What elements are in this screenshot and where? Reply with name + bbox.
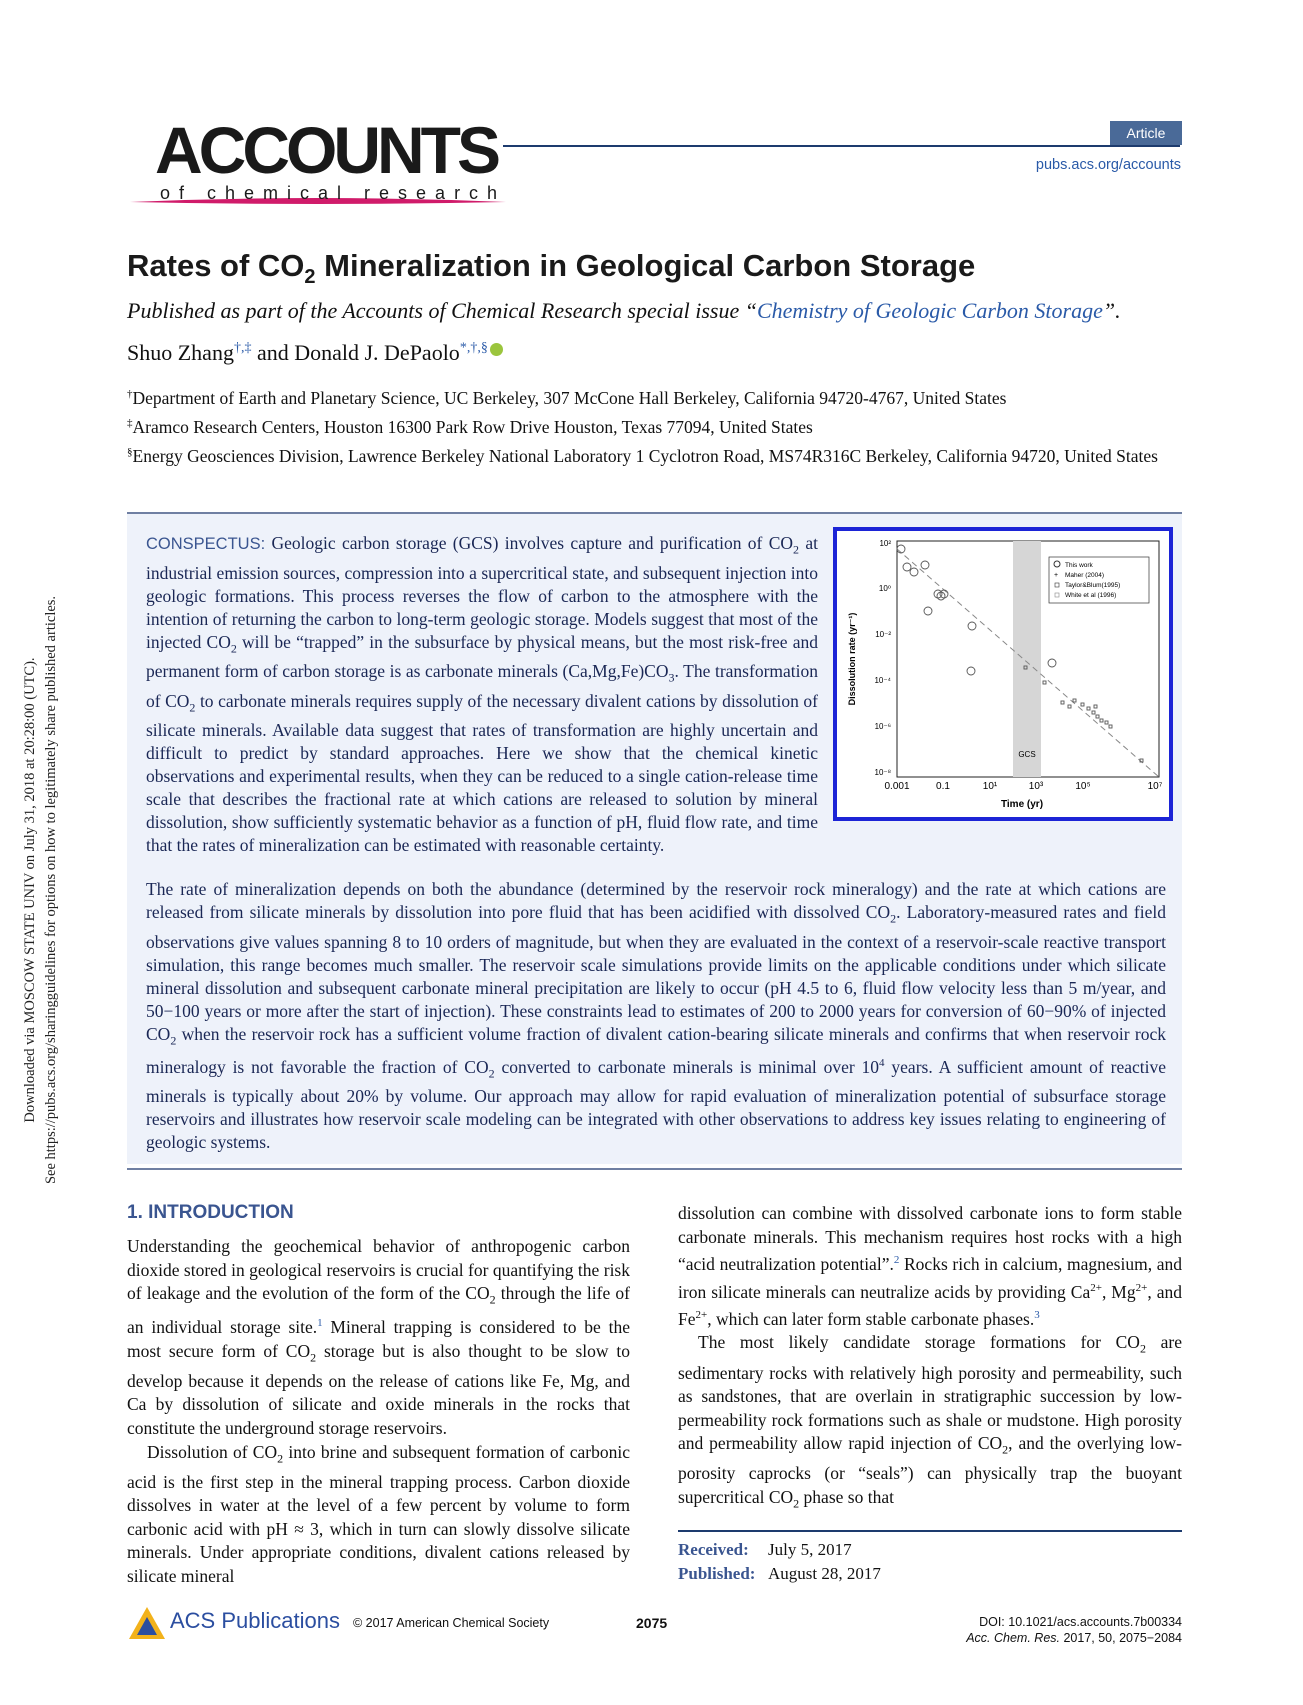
x-tick-label: 0.001 [884,781,910,792]
page-title: Rates of $CO_2$ Mineralization in Geological Carbon Storage [127,248,976,289]
legend-entry: White et al (1996) [1065,592,1117,599]
toc-graphic [833,527,1173,821]
legend-marker-plus-icon: + [1054,572,1059,579]
x-axis-label: Time (yr) [1000,799,1044,810]
gcs-label: GCS [1018,750,1036,759]
author-name[interactable]: and Donald J. DePaolo [251,340,460,365]
x-tick-label: 0.1 [936,781,950,792]
publisher-name[interactable]: ACS Publications [170,1608,340,1633]
y-tick-label: 10⁰ [878,584,891,593]
orcid-icon[interactable] [490,343,503,356]
y-tick-label: 10⁻⁴ [874,676,891,685]
published-date: Published: August 28, 2017 [678,1564,881,1583]
journal-url-link[interactable]: pubs.acs.org/accounts [1035,157,1181,173]
legend-entry: Taylor&Blum(1995) [1065,582,1121,589]
y-axis-label: Dissolution rate (yr⁻¹) [847,612,857,706]
body-column-left: Understanding the geochemical behavior of anthropogenic carbon dioxide stored in geological reservoirs is crucial for quantifying the risk of leakage and the evolution of the form of the $CO_2$ through the life of an individual storage site.$^1$ Mineral trapping is considered to be the most secure form of $CO_2$ storage but is also thought to be slow to develop because it depends on the release of cations like Fe, Mg, and Ca by dissolution of silicate and oxide minerals in the rocks that constitute the underground storage reservoirs. Dissolution of $CO_2$ into brine and subsequent formation of carbonic acid is the first step in the mineral trapping process. Carbon dioxide dissolves in water at the level of a few percent by volume to form carbonic acid with pH ≈ 3, which in turn can slowly dissolve silicate minerals. Under appropriate conditions, divalent cations released by silicate mineral [127,1236,630,1587]
affiliation: †Department of Earth and Planetary Science, UC Berkeley, 307 McCone Hall Berkeley, California 94720-4767, United States [127,387,1007,408]
affiliation: ‡Aramco Research Centers, Houston 16300 Park Row Drive Houston, Texas 77094, United States [127,416,813,437]
x-tick-label: 10³ [1028,781,1044,792]
affiliation: §Energy Geosciences Division, Lawrence Berkeley National Laboratory 1 Cyclotron Road, MS74R316C Berkeley, California 94720, United States [127,445,1158,466]
dissolution-rate-plot [837,531,1169,817]
acs-logo-icon [127,1605,167,1643]
y-tick-label: 10⁻⁶ [874,722,891,731]
abstract-label: CONSPECTUS: [146,535,266,553]
page-number: 2075 [636,1615,668,1631]
section-heading: 1. INTRODUCTION [127,1202,294,1223]
abstract-top-rule [127,512,1182,514]
gcs-shaded-band [1013,541,1041,777]
special-issue-link[interactable]: Chemistry of Geologic Carbon Storage [756,298,1103,323]
author-name[interactable]: Shuo Zhang [127,340,234,365]
x-tick-label: 10¹ [982,781,998,792]
abstract-text-part2: The rate of mineralization depends on both the abundance (determined by the reservoir rock mineralogy) and the rate at which cations are released from silicate minerals by dissolution into pore fluid that has been acidified with dissolved $CO_2$. Laboratory-measured rates and field observations give values spanning 8 to 10 orders of magnitude, but when they are evaluated in the context of a reservoir-scale reactive transport simulation, this range becomes much smaller. The reservoir scale simulations provide limits on the applicable conditions under which silicate mineral dissolution and subsequent carbonate mineral precipitation are likely to occur (pH 4.5 to 6, fluid flow velocity less than 5 m/year, and 50−100 years or more after the start of injection). These constraints lead to estimates of 200 to 2000 years for conversion of 60−90% of injected $CO_2$ when the reservoir rock has a sufficient volume fraction of divalent cation-bearing silicate minerals and confirms that when reservoir rock mineralogy is not favorable the fraction of $CO_2$ converted to carbonate minerals is minimal over $10^4$ years. A sufficient amount of reactive minerals is typically about 20% by volume. Our approach may allow for rapid evaluation of mineralization potential of subsurface storage reservoirs and illustrates how reservoir scale modeling can be integrated with other observations to address key issues relating to engineering of geologic systems. [146,879,1167,1153]
article-type-badge: Article [1110,121,1182,145]
author-list: Shuo Zhang†,‡ and Donald J. DePaolo*,†,§ [127,340,503,366]
download-notice-line1: Downloaded via MOSCOW STATE UNIV on July 31, 2018 at 20:28:00 (UTC). [22,657,38,1123]
y-tick-label: 10⁻² [875,630,891,639]
y-tick-label: 10² [879,539,891,548]
abstract-text-part1: CONSPECTUS: Geologic carbon storage (GCS) involves capture and purification of $CO_2$ at industrial emission sources, compression into a supercritical state, and subsequent injection into geologic formations. This process reverses the flow of carbon to the atmosphere with the intention of returning the carbon to long-term geologic storage. Models suggest that most of the injected $CO_2$ will be “trapped” in the subsurface by physical means, but the most risk-free and permanent form of carbon storage is as carbonate minerals $(Ca,Mg,Fe)CO_3$. The transformation of $CO_2$ to carbonate minerals requires supply of the necessary divalent cations by dissolution of silicate minerals. Available data suggest that rates of transformation are highly uncertain and difficult to predict by standard approaches. Here we show that the chemical kinetic observations and experimental results, when they can be reduced to a single cation-release time scale that describes the fractional rate at which cations are released to solution by mineral dissolution, show sufficiently systematic behavior as a function of pH, fluid flow rate, and time that the rates of mineralization can be estimated with reasonable certainty. [146,533,818,855]
body-column-right: dissolution can combine with dissolved carbonate ions to form stable carbonate minerals. This mechanism requires host rocks with a high “acid neutralization potential”.$^2$ Rocks rich in calcium, magnesium, and iron silicate minerals can neutralize acids by providing $Ca^{2+}$, $Mg^{2+}$, and $Fe^{2+}$, which can later form stable carbonate phases.$^3$ The most likely candidate storage formations for $CO_2$ are sedimentary rocks with relatively high porosity and permeability, such as sandstones, that are overlain in stratigraphic succession by low-permeability rock formations such as shale or mudstone. High porosity and permeability allow rapid injection of $CO_2$, and the overlying low-porosity caprocks (or “seals”) can physically trap the buoyant supercritical $CO_2$ phase so that [678,1203,1183,1511]
citation: Acc. Chem. Res. 2017, 50, 2075−2084 [966,1631,1182,1645]
received-date: Received: July 5, 2017 [678,1540,852,1559]
y-tick-label: 10⁻⁸ [874,768,891,777]
journal-logo-subtitle: of chemical research [160,183,507,203]
download-notice-line2: See https://pubs.acs.org/sharingguidelines for options on how to legitimately share published articles. [43,595,59,1185]
x-tick-label: 10⁷ [1147,781,1163,792]
download-notice [20,490,80,1290]
journal-logo: ACCOUNTS [155,113,497,187]
abstract-bottom-rule [127,1168,1182,1170]
copyright: © 2017 American Chemical Society [353,1616,550,1630]
legend-entry: Maher (2004) [1065,572,1105,579]
dates-divider [678,1530,1182,1532]
header-divider [503,145,1180,147]
x-tick-label: 10⁵ [1075,781,1091,792]
special-issue-note: Published as part of the Accounts of Chemical Research special issue “Chemistry of Geologic Carbon Storage”. [127,298,1121,323]
doi-link[interactable]: DOI: 10.1021/acs.accounts.7b00334 [979,1615,1182,1629]
legend-entry: This work [1065,562,1093,569]
